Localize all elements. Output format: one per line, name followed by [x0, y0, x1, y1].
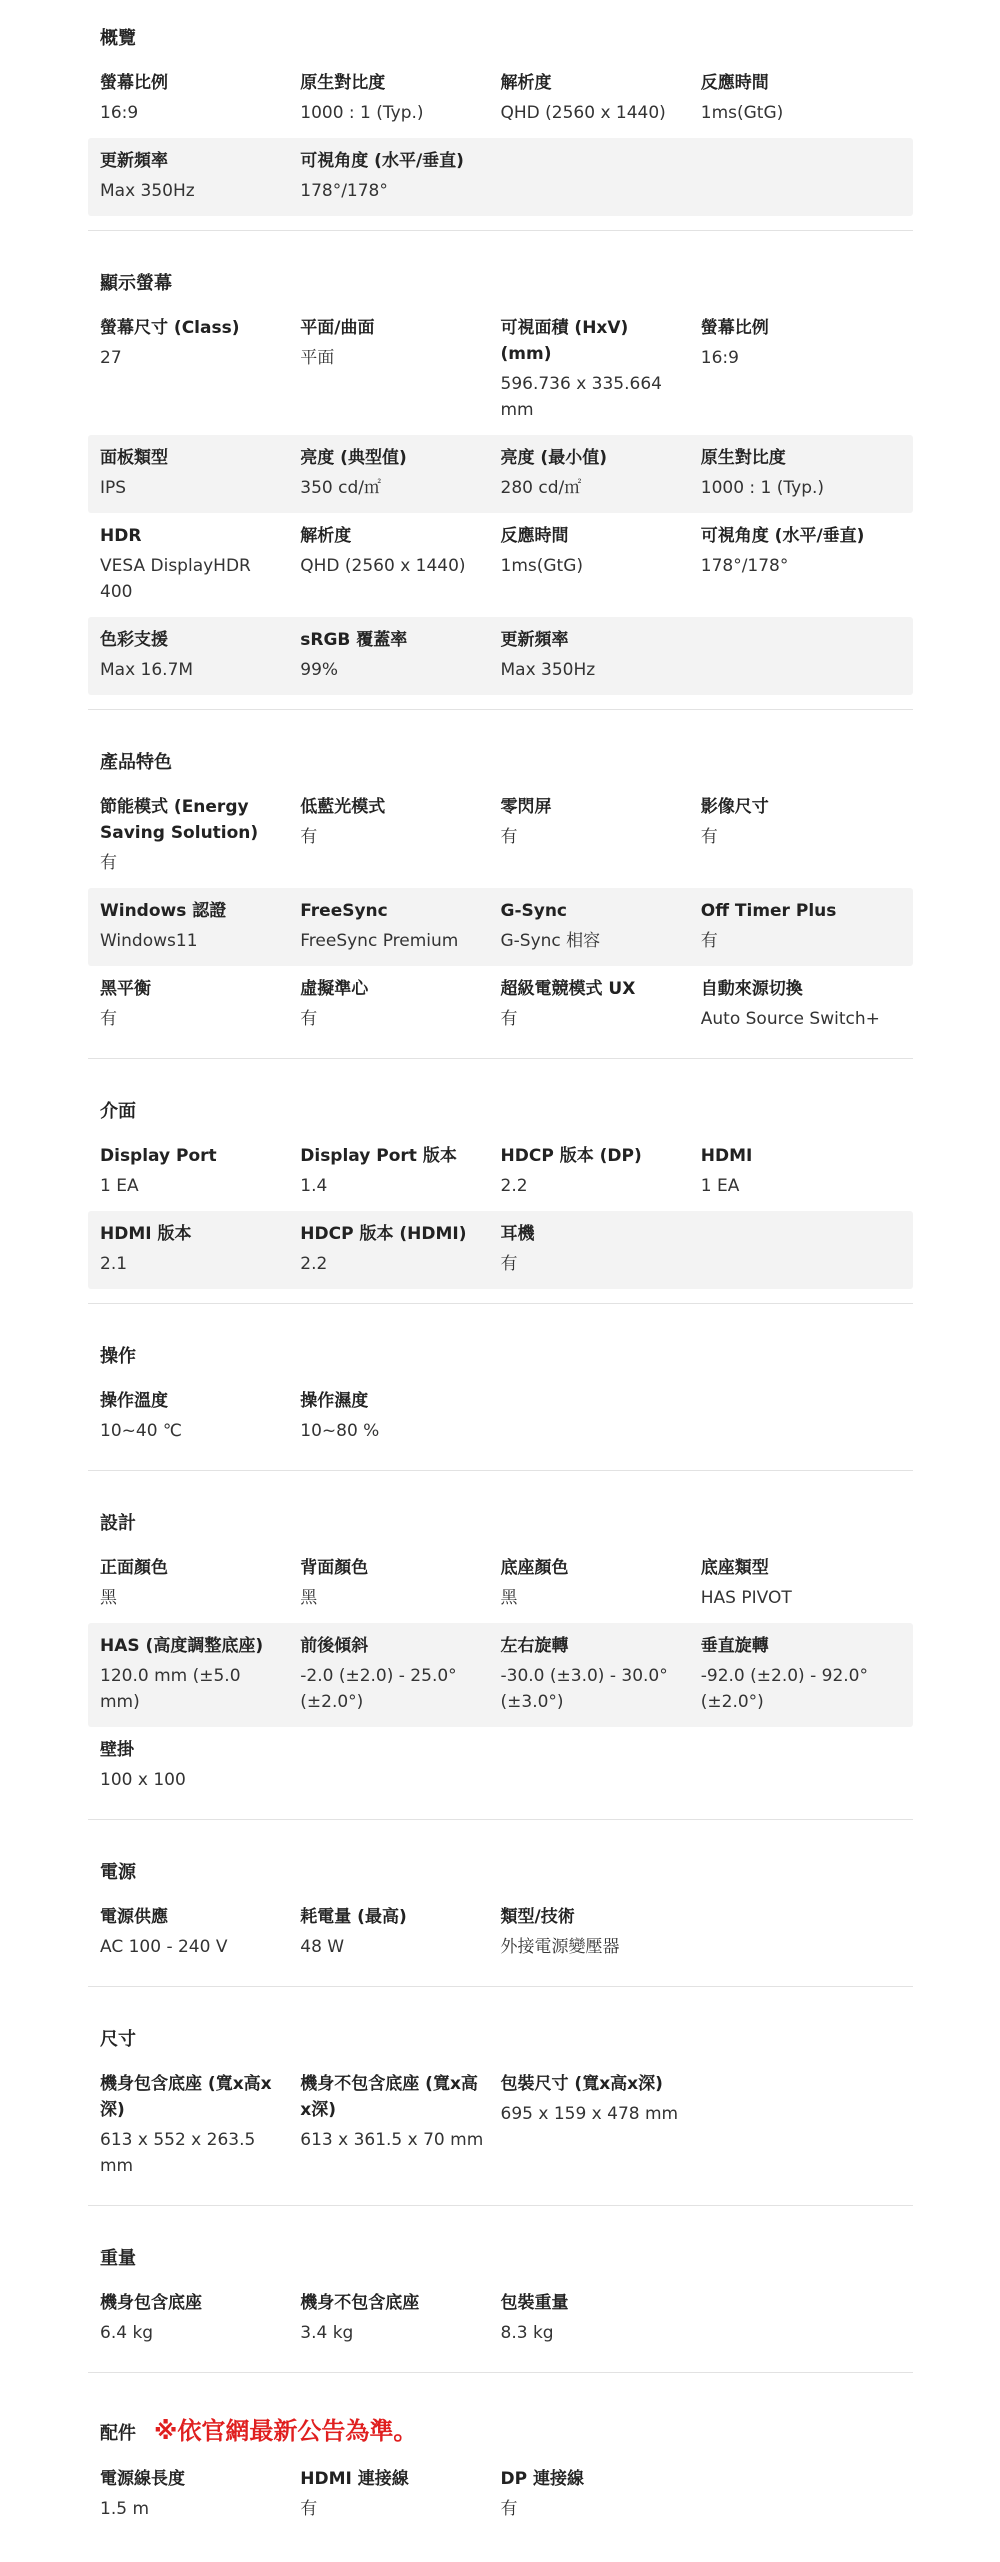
spec-label: 反應時間: [700, 73, 769, 93]
spec-label: 影像尺寸: [700, 797, 769, 817]
spec-value: 3.4 kg: [300, 2323, 354, 2343]
spec-value: 613 x 361.5 x 70 mm: [300, 2130, 484, 2150]
spec-row: [88, 1623, 913, 1727]
section-title-text: 產品特色: [100, 752, 172, 773]
spec-value: -92.0 (±2.0) - 92.0° (±2.0°): [700, 1666, 868, 1712]
spec-row: [88, 60, 913, 138]
spec-item: [100, 1143, 300, 1199]
spec-item: [701, 315, 901, 423]
spec-label: 可視角度 (水平/垂直): [300, 151, 464, 171]
spec-value: 613 x 552 x 263.5 mm: [100, 2130, 256, 2176]
spec-label: 操作濕度: [300, 1391, 369, 1411]
section-title-text: 重量: [100, 2248, 136, 2269]
section-title-text: 電源: [100, 1862, 136, 1883]
spec-item: [100, 445, 300, 501]
spec-item: [100, 2466, 300, 2522]
spec-item: [701, 70, 901, 126]
spec-label: 左右旋轉: [500, 1636, 569, 1656]
spec-label: Windows 認證: [100, 901, 227, 921]
spec-label: 垂直旋轉: [700, 1636, 769, 1656]
spec-row: [88, 888, 913, 966]
spec-label: 機身包含底座: [100, 2293, 202, 2313]
spec-value: 1.5 m: [100, 2499, 149, 2519]
spec-label: 底座顏色: [500, 1558, 569, 1578]
spec-value: 178°/178°: [700, 556, 789, 576]
spec-value: 有: [100, 1009, 117, 1029]
spec-label: 可視角度 (水平/垂直): [700, 526, 865, 546]
spec-label: HDMI 版本: [100, 1224, 192, 1244]
spec-label: 解析度: [300, 526, 352, 546]
spec-item: [100, 148, 300, 204]
spec-item: [100, 523, 300, 605]
spec-value: 2.2: [500, 1176, 528, 1196]
spec-item: [701, 1555, 901, 1611]
spec-label: FreeSync: [300, 901, 388, 921]
spec-value: 1ms(GtG): [500, 556, 584, 576]
spec-value: 27: [100, 348, 122, 368]
spec-item: [300, 1904, 500, 1960]
spec-value: 有: [100, 853, 117, 873]
spec-label: 壁掛: [100, 1740, 134, 1760]
spec-item: [100, 2071, 300, 2179]
spec-item: [100, 315, 300, 423]
spec-label: 前後傾斜: [300, 1636, 369, 1656]
spec-row: [88, 138, 913, 216]
section-title-text: 介面: [100, 1101, 136, 1122]
section-title-text: 概覽: [100, 28, 136, 49]
spec-label: 螢幕尺寸 (Class): [100, 318, 240, 338]
spec-value: 1 EA: [100, 1176, 139, 1196]
spec-label: 包裝尺寸 (寬x高x深): [500, 2074, 663, 2094]
spec-label: Display Port: [100, 1146, 217, 1166]
spec-row: [88, 784, 913, 888]
spec-label: 色彩支援: [100, 630, 168, 650]
spec-item: [300, 315, 500, 423]
spec-item: [701, 445, 901, 501]
spec-item: [501, 1555, 701, 1611]
spec-value: 2.1: [100, 1254, 128, 1274]
spec-item: [701, 976, 901, 1032]
spec-item: [501, 1633, 701, 1715]
spec-value: 有: [300, 1009, 318, 1029]
spec-label: HDCP 版本 (HDMI): [300, 1224, 467, 1244]
spec-item: [100, 627, 300, 683]
spec-item: [300, 70, 500, 126]
spec-item: [501, 1904, 701, 1960]
spec-row: [88, 1211, 913, 1289]
spec-value: 10~40 ℃: [100, 1421, 183, 1441]
spec-section: [88, 2220, 913, 2373]
spec-value: 外接電源變壓器: [500, 1937, 620, 1957]
spec-row: [88, 435, 913, 513]
spec-label: 包裝重量: [500, 2293, 569, 2313]
spec-value: 120.0 mm (±5.0 mm): [100, 1666, 241, 1712]
section-title: [88, 245, 913, 305]
spec-item: [300, 445, 500, 501]
spec-value: Auto Source Switch+: [700, 1009, 880, 1029]
spec-label: 亮度 (典型值): [300, 448, 407, 468]
section-title: [88, 0, 913, 60]
spec-section: [88, 724, 913, 1059]
spec-label: DP 連接線: [500, 2469, 584, 2489]
spec-section: [88, 2001, 913, 2206]
spec-label: 原生對比度: [700, 448, 786, 468]
spec-label: 黑平衡: [100, 979, 151, 999]
spec-section: [88, 2387, 913, 2548]
spec-value: 平面: [300, 348, 335, 368]
spec-item: [100, 1388, 300, 1444]
spec-item: [300, 2290, 500, 2346]
spec-item: [300, 898, 500, 954]
spec-label: Off Timer Plus: [700, 901, 837, 921]
spec-label: HDR: [100, 526, 142, 546]
spec-value: 有: [500, 827, 518, 847]
section-title: [88, 2001, 913, 2061]
spec-label: sRGB 覆蓋率: [300, 630, 408, 650]
spec-item: [701, 1633, 901, 1715]
spec-item: [300, 976, 500, 1032]
spec-value: AC 100 - 240 V: [100, 1937, 228, 1957]
spec-item: [300, 627, 500, 683]
spec-item: [501, 1143, 701, 1199]
spec-item: [300, 2466, 500, 2522]
spec-value: 1.4: [300, 1176, 328, 1196]
spec-label: 電源線長度: [100, 2469, 185, 2489]
spec-section: [88, 1318, 913, 1471]
spec-item: [501, 70, 701, 126]
spec-item: [701, 898, 901, 954]
spec-section: [88, 1834, 913, 1987]
spec-label: 底座類型: [700, 1558, 769, 1578]
spec-label: 低藍光模式: [300, 797, 386, 817]
spec-item: [300, 1221, 500, 1277]
spec-value: Max 350Hz: [500, 660, 596, 680]
spec-value: 280 cd/㎡: [500, 478, 582, 498]
spec-item: [300, 148, 500, 204]
section-title-text: 設計: [100, 1513, 136, 1534]
spec-item: [100, 898, 300, 954]
spec-value: 8.3 kg: [500, 2323, 554, 2343]
spec-value: 有: [500, 1009, 518, 1029]
spec-row: [88, 1133, 913, 1211]
spec-value: 6.4 kg: [100, 2323, 154, 2343]
spec-value: 1000 : 1 (Typ.): [300, 103, 424, 123]
spec-label: 面板類型: [100, 448, 168, 468]
spec-value: 99%: [300, 660, 339, 680]
section-title-text: 配件: [100, 2423, 136, 2444]
spec-item: [300, 1555, 500, 1611]
spec-section: [88, 0, 913, 231]
spec-row: [88, 2061, 913, 2191]
spec-item: [100, 794, 300, 876]
spec-item: [501, 445, 701, 501]
spec-sheet: [88, 0, 913, 2562]
spec-item: [300, 2071, 500, 2179]
spec-value: IPS: [100, 478, 127, 498]
spec-value: 有: [300, 2499, 318, 2519]
section-title-text: 顯示螢幕: [100, 273, 172, 294]
spec-label: 螢幕比例: [100, 73, 168, 93]
spec-item: [501, 1221, 701, 1277]
spec-row: [88, 1727, 913, 1805]
spec-label: 耳機: [500, 1224, 535, 1244]
spec-item: [100, 976, 300, 1032]
spec-row: [88, 305, 913, 435]
spec-value: 有: [700, 827, 718, 847]
spec-item: [701, 1143, 901, 1199]
spec-row: [88, 966, 913, 1044]
spec-item: [100, 1633, 300, 1715]
spec-label: 更新頻率: [100, 151, 168, 171]
spec-item: [300, 794, 500, 876]
spec-section: [88, 245, 913, 710]
spec-row: [88, 2280, 913, 2358]
spec-label: 背面顏色: [300, 1558, 369, 1578]
spec-value: Max 350Hz: [100, 181, 195, 201]
spec-item: [501, 2466, 701, 2522]
spec-label: 耗電量 (最高): [300, 1907, 407, 1927]
spec-label: 機身包含底座 (寬x高x深): [100, 2074, 272, 2120]
spec-item: [501, 315, 701, 423]
spec-value: 350 cd/㎡: [300, 478, 381, 498]
spec-item: [501, 627, 701, 683]
spec-label: 虛擬準心: [300, 979, 369, 999]
spec-value: QHD (2560 x 1440): [500, 103, 666, 123]
spec-value: 100 x 100: [100, 1770, 186, 1790]
spec-item: [701, 794, 901, 876]
spec-value: 16:9: [700, 348, 739, 368]
spec-label: 機身不包含底座 (寬x高x深): [300, 2074, 478, 2120]
spec-label: 平面/曲面: [300, 318, 375, 338]
spec-value: 1 EA: [700, 1176, 740, 1196]
spec-label: 更新頻率: [500, 630, 569, 650]
spec-section: [88, 1073, 913, 1304]
spec-value: Max 16.7M: [100, 660, 194, 680]
spec-value: 178°/178°: [300, 181, 388, 201]
section-title: [88, 2387, 913, 2456]
spec-value: 695 x 159 x 478 mm: [500, 2104, 679, 2124]
spec-label: 正面顏色: [100, 1558, 168, 1578]
spec-row: [88, 1545, 913, 1623]
section-note: ※依官網最新公告為準。: [154, 2417, 418, 2445]
spec-item: [100, 1555, 300, 1611]
spec-value: VESA DisplayHDR 400: [100, 556, 251, 602]
spec-value: -30.0 (±3.0) - 30.0° (±3.0°): [500, 1666, 668, 1712]
section-title: [88, 724, 913, 784]
spec-value: -2.0 (±2.0) - 25.0° (±2.0°): [300, 1666, 457, 1712]
spec-item: [501, 976, 701, 1032]
spec-label: HDCP 版本 (DP): [500, 1146, 642, 1166]
spec-value: 黑: [500, 1588, 518, 1608]
spec-value: 黑: [300, 1588, 318, 1608]
spec-row: [88, 617, 913, 695]
spec-row: [88, 2456, 913, 2534]
spec-item: [701, 523, 901, 605]
spec-label: 操作溫度: [100, 1391, 168, 1411]
spec-item: [100, 2290, 300, 2346]
spec-label: 電源供應: [100, 1907, 168, 1927]
spec-item: [300, 523, 500, 605]
spec-label: 螢幕比例: [700, 318, 769, 338]
section-title: [88, 1834, 913, 1894]
spec-item: [501, 523, 701, 605]
section-title-text: 操作: [100, 1346, 136, 1367]
spec-label: 節能模式 (Energy Saving Solution): [100, 797, 259, 843]
spec-value: 1ms(GtG): [700, 103, 784, 123]
spec-label: 解析度: [500, 73, 552, 93]
section-title: [88, 1485, 913, 1545]
spec-value: 有: [500, 2499, 518, 2519]
spec-row: [88, 513, 913, 617]
spec-label: 可視面積 (HxV) (mm): [500, 318, 629, 364]
spec-value: HAS PIVOT: [700, 1588, 792, 1608]
spec-value: FreeSync Premium: [300, 931, 459, 951]
spec-label: 零閃屏: [500, 797, 552, 817]
spec-item: [300, 1388, 500, 1444]
spec-item: [501, 2290, 701, 2346]
spec-value: G-Sync 相容: [500, 931, 601, 951]
spec-item: [300, 1143, 500, 1199]
spec-value: 2.2: [300, 1254, 328, 1274]
section-title: [88, 1318, 913, 1378]
section-title-text: 尺寸: [100, 2029, 136, 2050]
spec-label: 反應時間: [500, 526, 569, 546]
spec-label: 超級電競模式 UX: [500, 979, 636, 999]
spec-value: QHD (2560 x 1440): [300, 556, 466, 576]
spec-item: [300, 1633, 500, 1715]
spec-row: [88, 1894, 913, 1972]
spec-label: G-Sync: [500, 901, 568, 921]
spec-value: 有: [700, 931, 718, 951]
spec-value: 有: [300, 827, 318, 847]
spec-item: [501, 898, 701, 954]
spec-item: [100, 70, 300, 126]
spec-row: [88, 1378, 913, 1456]
spec-value: 黑: [100, 1588, 117, 1608]
spec-label: 原生對比度: [300, 73, 386, 93]
spec-item: [501, 2071, 701, 2179]
spec-value: 10~80 %: [300, 1421, 380, 1441]
spec-item: [501, 794, 701, 876]
spec-value: 48 W: [300, 1937, 345, 1957]
spec-item: [100, 1221, 300, 1277]
spec-label: 亮度 (最小值): [500, 448, 607, 468]
spec-item: [100, 1737, 300, 1793]
spec-value: 有: [500, 1254, 518, 1274]
spec-label: HAS (高度調整底座): [100, 1636, 264, 1656]
spec-value: 1000 : 1 (Typ.): [700, 478, 825, 498]
spec-value: 16:9: [100, 103, 139, 123]
spec-label: 機身不包含底座: [300, 2293, 420, 2313]
section-title: [88, 1073, 913, 1133]
spec-item: [100, 1904, 300, 1960]
spec-value: Windows11: [100, 931, 198, 951]
spec-label: 自動來源切換: [700, 979, 803, 999]
spec-label: HDMI 連接線: [300, 2469, 409, 2489]
spec-value: 596.736 x 335.664 mm: [500, 374, 662, 420]
spec-label: 類型/技術: [500, 1907, 575, 1927]
section-title: [88, 2220, 913, 2280]
spec-label: HDMI: [700, 1146, 753, 1166]
spec-section: [88, 1485, 913, 1820]
spec-label: Display Port 版本: [300, 1146, 457, 1166]
